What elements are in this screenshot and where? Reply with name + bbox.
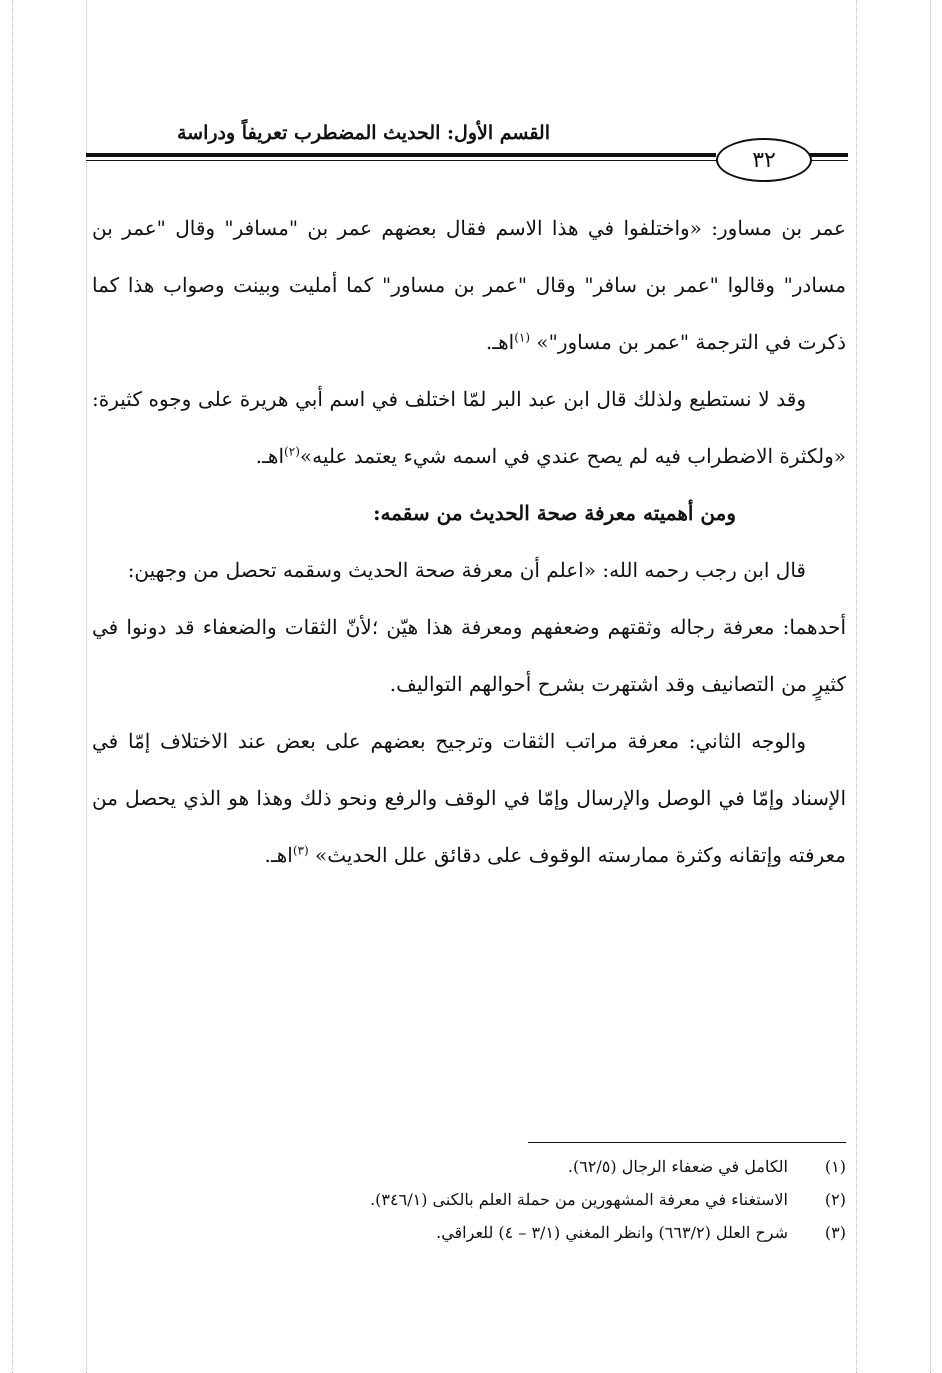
footnote-number: (١): [824, 1157, 846, 1176]
footnote-ref[interactable]: (١): [514, 330, 531, 345]
paragraph: عمر بن مساور: «واختلفوا في هذا الاسم فقال بعضهم عمر بن "مسافر" وقال "عمر بن مسادر" وقالوا "عمر بن سافر" وقال "عمر بن مساور" كما أمليت وبينت وصواب هذا كما ذكرت في الترجمة "عمر بن مساور"» $^{(١)}$اهـ.: [92, 216, 846, 354]
section-heading: ومن أهميته معرفة صحة الحديث من سقمه:: [373, 501, 736, 525]
paragraph: أحدهما: معرفة رجاله وثقتهم وضعفهم ومعرفة هذا هيّن ؛لأنّ الثقات والضعفاء قد دونوا في كثيرٍ من التصانيف وقد اشتهرت بشرح أحوالهم التواليف.: [92, 615, 846, 696]
main-text: [92, 200, 846, 884]
footnote-number: (٢): [824, 1190, 846, 1209]
footnote-text: الكامل في ضعفاء الرجال (٦٢/٥).: [567, 1157, 788, 1176]
header-rule: [86, 153, 716, 157]
header-rule: [808, 160, 848, 161]
footnote-ref[interactable]: (٢): [284, 444, 300, 459]
footnote-ref[interactable]: (٣): [292, 843, 309, 858]
page-number: ٣٢: [716, 138, 812, 182]
footnote-number: (٣): [824, 1223, 846, 1242]
margin-guide: [12, 0, 13, 1373]
footnotes: [200, 1150, 846, 1249]
margin-guide: [856, 0, 857, 1373]
paragraph: والوجه الثاني: معرفة مراتب الثقات وترجيح بعضهم على بعض عند الاختلاف إمّا في الإسناد وإمّا في الوصل والإرسال وإمّا في الوقف والرفع ونحو ذلك وهذا هو الذي يحصل من معرفته وإتقانه وكثرة ممارسته الوقوف على دقائق علل الحديث» $^{(٣)}$اهـ.: [92, 729, 846, 867]
header-rule: [86, 160, 716, 161]
footnote-text: الاستغناء في معرفة المشهورين من حملة العلم بالكنى (٣٤٦/١).: [370, 1190, 788, 1209]
footnote-separator: [528, 1142, 846, 1143]
margin-guide: [86, 0, 87, 1373]
paragraph: وقد لا نستطيع ولذلك قال ابن عبد البر لمّا اختلف في اسم أبي هريرة على وجوه كثيرة: «ولكثرة الاضطراب فيه لم يصح عندي في اسمه شيء يعتمد عليه»$^{(٢)}$اهـ.: [92, 387, 846, 468]
running-title: القسم الأول: الحديث المضطرب تعريفاً ودراسة: [176, 122, 550, 144]
margin-guide: [930, 0, 931, 1373]
header-rule: [808, 153, 848, 157]
page-header: [86, 108, 850, 196]
paragraph: قال ابن رجب رحمه الله: «اعلم أن معرفة صحة الحديث وسقمه تحصل من وجهين:: [127, 558, 806, 582]
footnote: [200, 1150, 846, 1183]
footnote: [200, 1183, 846, 1216]
footnote-text: شرح العلل (٦٦٣/٢) وانظر المغني (٣/١ – ٤) للعراقي.: [436, 1223, 788, 1242]
footnote: [200, 1216, 846, 1249]
